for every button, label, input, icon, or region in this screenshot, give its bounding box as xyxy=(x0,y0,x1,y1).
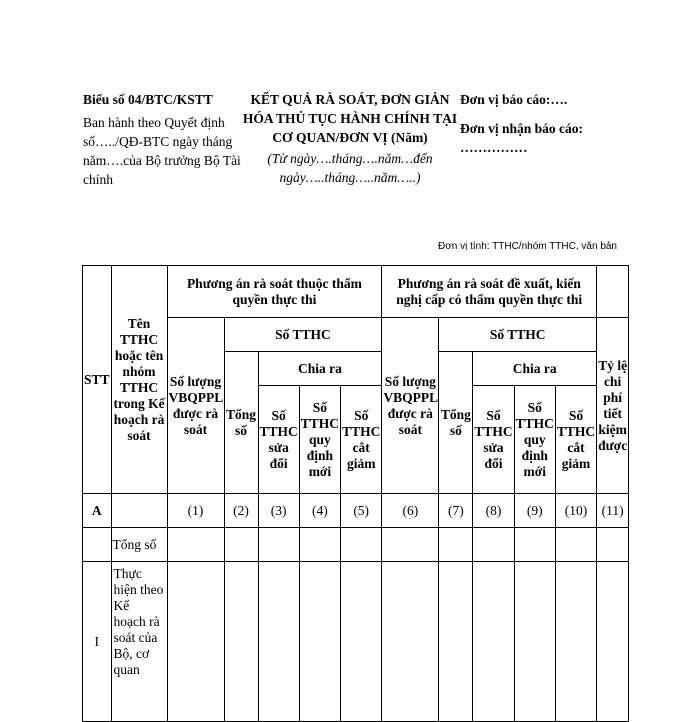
index-cell: (2) xyxy=(224,494,258,528)
header-ty-le: Tỷ lệ chi phí tiết kiệm được xyxy=(597,318,629,494)
index-cell: (7) xyxy=(439,494,473,528)
header-tong-so-1: Tổng số xyxy=(224,352,258,494)
index-cell: (4) xyxy=(299,494,340,528)
header-name: Tên TTHC hoặc tên nhóm TTHC trong Kế hoạch rà soát xyxy=(111,266,167,494)
row-stt: I xyxy=(83,562,112,722)
header-cat-giam-1: Số TTHC cắt giảm xyxy=(341,386,382,494)
header-vb-1: Số lượng VBQPPL được rà soát xyxy=(167,318,224,494)
header-so-tthc-2: Số TTHC xyxy=(439,318,597,352)
issued-by: Ban hành theo Quyết định số…../QĐ-BTC ngày tháng năm….của Bộ trưởng Bộ Tài chính xyxy=(83,115,241,187)
header-sua-doi-2: Số TTHC sửa đổi xyxy=(473,386,514,494)
index-cell: A xyxy=(83,494,112,528)
header-cat-giam-2: Số TTHC cắt giảm xyxy=(555,386,596,494)
header-quy-dinh-moi-1: Số TTHC quy định mới xyxy=(299,386,340,494)
index-cell: (9) xyxy=(514,494,555,528)
index-cell: (6) xyxy=(382,494,439,528)
header-sua-doi-1: Số TTHC sửa đổi xyxy=(258,386,299,494)
header-chia-ra-2: Chia ra xyxy=(473,352,597,386)
header-group-1: Phương án rà soát thuộc thẩm quyền thực thi xyxy=(167,266,382,318)
unit-note: Đơn vị tính: TTHC/nhóm TTHC, văn bản xyxy=(437,241,617,252)
index-cell: (11) xyxy=(597,494,629,528)
index-cell: (5) xyxy=(341,494,382,528)
index-cell: (3) xyxy=(258,494,299,528)
total-label: Tổng số xyxy=(111,528,167,562)
table-row xyxy=(83,562,629,722)
index-cell xyxy=(111,494,167,528)
header-chia-ra-1: Chia ra xyxy=(258,352,382,386)
row-name: Thực hiện theo Kế hoạch rà soát của Bộ, cơ quan xyxy=(111,562,167,722)
page-title: KẾT QUẢ RÀ SOÁT, ĐƠN GIẢN HÓA THỦ TỤC HÀNH CHÍNH TẠI CƠ QUAN/ĐƠN VỊ (Năm) xyxy=(242,92,458,145)
form-code: Biểu số 04/BTC/KSTT xyxy=(83,92,213,107)
total-row xyxy=(83,528,629,562)
header-so-tthc-1: Số TTHC xyxy=(224,318,382,352)
header-tong-so-2: Tổng số xyxy=(439,352,473,494)
header-stt: STT xyxy=(83,266,112,494)
unit-info xyxy=(460,90,620,167)
index-cell: (8) xyxy=(473,494,514,528)
index-cell: (1) xyxy=(167,494,224,528)
header-quy-dinh-moi-2: Số TTHC quy định mới xyxy=(514,386,555,494)
reporting-unit: Đơn vị báo cáo:…. xyxy=(460,92,568,107)
results-table xyxy=(82,265,629,722)
form-info xyxy=(83,90,243,189)
index-cell: (10) xyxy=(555,494,596,528)
header-vb-2: Số lượng VBQPPL được rà soát xyxy=(382,318,439,494)
title-block xyxy=(238,90,462,187)
header-group-2: Phương án rà soát đề xuất, kiến nghị cấp có thẩm quyền thực thi xyxy=(382,266,597,318)
index-row xyxy=(83,494,629,528)
period: (Từ ngày….tháng….năm…đến ngày…..tháng…..năm…..) xyxy=(267,151,433,185)
receiving-unit: Đơn vị nhận báo cáo: …………… xyxy=(460,121,584,155)
